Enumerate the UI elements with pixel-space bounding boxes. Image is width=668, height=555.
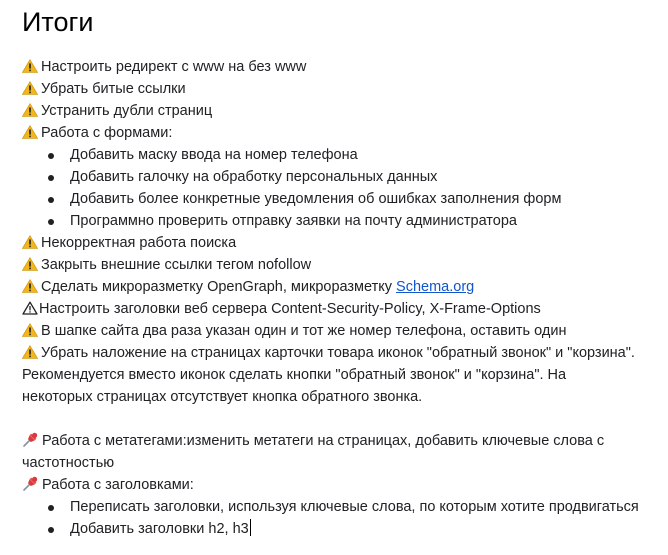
list-item-nofollow <box>22 254 662 276</box>
item-text: Работа с формами: <box>41 125 173 141</box>
warning-icon <box>22 345 38 359</box>
list-item-phone <box>22 320 662 342</box>
bullet-text: Добавить заголовки h2, h3 <box>70 521 249 537</box>
headings-sublist <box>22 496 662 540</box>
item-text: Работа с заголовками: <box>42 477 194 493</box>
item-text: Работа с метатегами:изменить метатеги на страницах, добавить ключевые слова с <box>42 433 605 449</box>
overlay-line-3: некоторых страницах отсутствует кнопка обратного звонка. <box>22 389 423 405</box>
warning-icon <box>22 81 38 95</box>
list-item-search <box>22 232 662 254</box>
document-body[interactable] <box>22 56 662 540</box>
bullet-item: Программно проверить отправку заявки на почту администратора <box>22 210 662 232</box>
meta-line-2: частотностью <box>22 455 115 471</box>
warning-icon <box>22 103 38 117</box>
list-item-headings <box>22 474 662 496</box>
item-text: Закрыть внешние ссылки тегом nofollow <box>41 257 312 273</box>
pushpin-icon <box>22 475 39 492</box>
warning-icon <box>22 235 38 249</box>
list-item-markup <box>22 276 662 298</box>
warning-icon <box>22 279 38 293</box>
item-text: Сделать микроразметку OpenGraph, микроразметку <box>41 279 397 295</box>
item-text: Убрать битые ссылки <box>41 81 186 97</box>
overlay-line-1 <box>22 342 658 364</box>
bullet-item-last <box>22 518 662 540</box>
item-text: Настроить заголовки веб сервера Content-Security-Policy, X-Frame-Options <box>39 301 541 317</box>
page-title: Итоги <box>22 7 94 37</box>
item-text: Убрать наложение на страницах карточки товара иконок "обратный звонок" и "корзина". <box>41 345 635 361</box>
bullet-item: Добавить галочку на обработку персональных данных <box>22 166 662 188</box>
item-text: В шапке сайта два раза указан один и тот же номер телефона, оставить один <box>41 323 567 339</box>
item-text: Некорректная работа поиска <box>41 235 237 251</box>
bullet-item: Добавить маску ввода на номер телефона <box>22 144 662 166</box>
meta-line-1 <box>22 430 658 452</box>
bullet-item: Переписать заголовки, используя ключевые слова, по которым хотите продвигаться <box>22 496 662 518</box>
bullet-item: Добавить более конкретные уведомления об ошибках заполнения форм <box>22 188 662 210</box>
list-item-redirect <box>22 56 662 78</box>
text-cursor <box>250 519 251 536</box>
list-item-overlay <box>22 342 658 408</box>
warning-outline-icon <box>22 301 38 315</box>
blank-line <box>22 408 662 430</box>
warning-icon <box>22 125 38 139</box>
overlay-line-2: Рекомендуется вместо иконок сделать кнопки "обратный звонок" и "корзина". На <box>22 367 567 383</box>
list-item-broken-links <box>22 78 662 100</box>
warning-icon <box>22 59 38 73</box>
item-text: Настроить редирект с www на без www <box>41 59 307 75</box>
list-item-forms <box>22 122 662 144</box>
item-text: Устранить дубли страниц <box>41 103 213 119</box>
pushpin-icon <box>22 431 39 448</box>
warning-icon <box>22 257 38 271</box>
list-item-duplicates <box>22 100 662 122</box>
warning-icon <box>22 323 38 337</box>
list-item-meta <box>22 430 658 474</box>
list-item-headers <box>22 298 662 320</box>
forms-sublist <box>22 144 662 232</box>
schema-org-link[interactable]: Schema.org <box>396 279 475 295</box>
